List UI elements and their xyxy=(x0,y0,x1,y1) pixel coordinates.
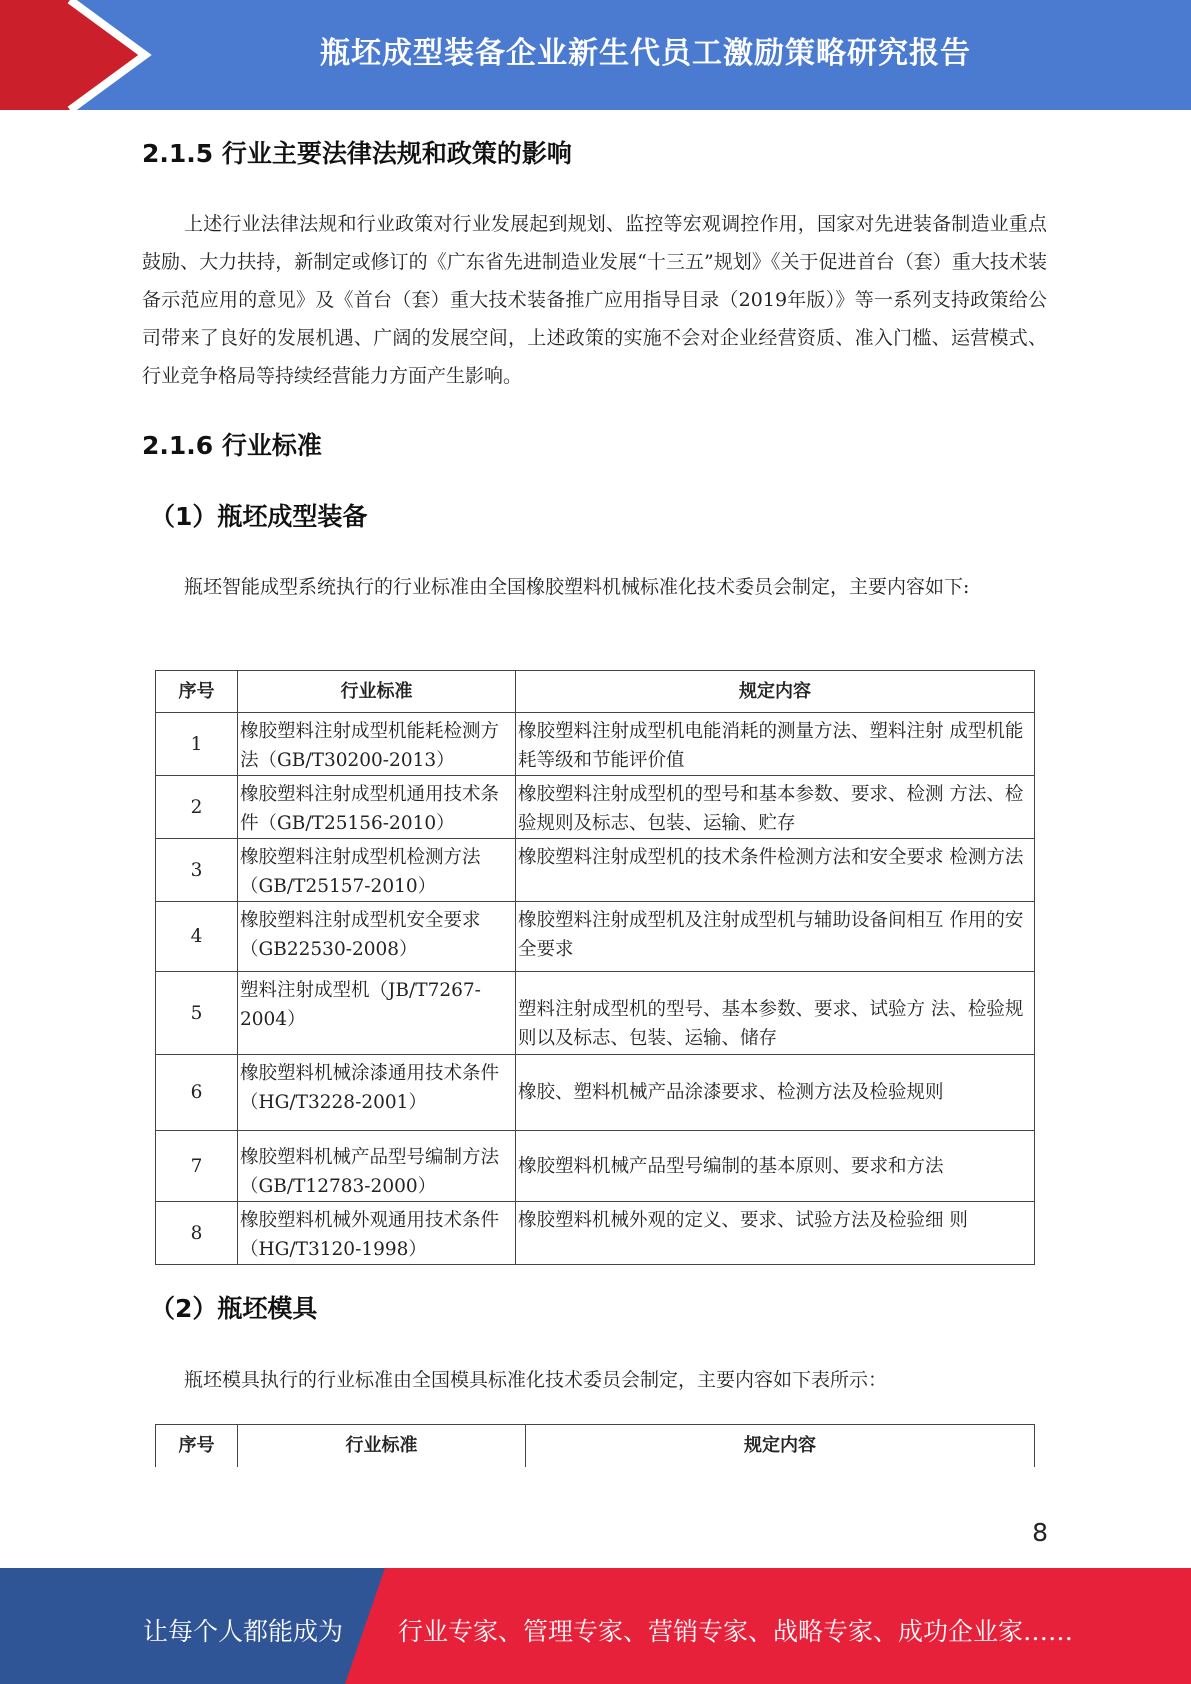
column-header-content: 规定内容 xyxy=(516,671,1035,713)
subsection-heading-preform-equipment: （1）瓶坯成型装备 xyxy=(150,502,368,531)
row-content: 塑料注射成型机的型号、基本参数、要求、试验方 法、检验规则以及标志、包装、运输、储存 xyxy=(516,972,1035,1055)
column-header-standard: 行业标准 xyxy=(238,1425,526,1467)
column-header-number: 序号 xyxy=(156,671,238,713)
footer-slogan-left: 让每个人都能成为 xyxy=(143,1617,344,1646)
row-content: 橡胶塑料机械外观的定义、要求、试验方法及检验细 则 xyxy=(516,1202,1035,1265)
row-content: 橡胶塑料注射成型机及注射成型机与辅助设备间相互 作用的安全要求 xyxy=(516,902,1035,972)
row-content: 橡胶塑料注射成型机电能消耗的测量方法、塑料注射 成型机能耗等级和节能评价值 xyxy=(516,713,1035,776)
page-header xyxy=(0,0,1191,110)
table-row xyxy=(156,1131,1035,1202)
page-footer xyxy=(0,1568,1191,1684)
footer-slogan-right: 行业专家、管理专家、营销专家、战略专家、成功企业家…… xyxy=(398,1617,1074,1646)
standards-table-mold xyxy=(155,1424,1035,1467)
row-number: 3 xyxy=(156,839,238,902)
column-header-content: 规定内容 xyxy=(526,1425,1035,1467)
subsection-1-paragraph: 瓶坯智能成型系统执行的行业标准由全国橡胶塑料机械标准化技术委员会制定，主要内容如下: xyxy=(184,576,970,598)
table-row xyxy=(156,1202,1035,1265)
table-row xyxy=(156,902,1035,972)
row-number: 4 xyxy=(156,902,238,972)
row-content: 橡胶塑料注射成型机的技术条件检测方法和安全要求 检测方法 xyxy=(516,839,1035,902)
row-number: 1 xyxy=(156,713,238,776)
row-standard: 橡胶塑料注射成型机通用技术条件（GB/T25156-2010） xyxy=(238,776,516,839)
row-standard: 橡胶塑料注射成型机能耗检测方法（GB/T30200-2013） xyxy=(238,713,516,776)
table-row xyxy=(156,1055,1035,1131)
column-header-number: 序号 xyxy=(156,1425,238,1467)
row-number: 5 xyxy=(156,972,238,1055)
subsection-2-paragraph: 瓶坯模具执行的行业标准由全国模具标准化技术委员会制定，主要内容如下表所示： xyxy=(184,1369,888,1391)
row-standard: 橡胶塑料注射成型机安全要求（GB22530-2008） xyxy=(238,902,516,972)
row-standard: 橡胶塑料机械涂漆通用技术条件（HG/T3228-2001） xyxy=(238,1055,516,1131)
table-row xyxy=(156,713,1035,776)
row-content: 橡胶塑料注射成型机的型号和基本参数、要求、检测 方法、检验规则及标志、包装、运输、贮存 xyxy=(516,776,1035,839)
row-number: 7 xyxy=(156,1131,238,1202)
table-row xyxy=(156,972,1035,1055)
subsection-heading-preform-mold: （2）瓶坯模具 xyxy=(150,1294,318,1323)
row-number: 2 xyxy=(156,776,238,839)
section-heading-2-1-5: 2.1.5 行业主要法律法规和政策的影响 xyxy=(142,139,572,168)
row-standard: 塑料注射成型机（JB/T7267-2004） xyxy=(238,972,516,1055)
section-heading-2-1-6: 2.1.6 行业标准 xyxy=(142,431,322,460)
column-header-standard: 行业标准 xyxy=(238,671,516,713)
table-header-row xyxy=(156,671,1035,713)
table-header-row xyxy=(156,1425,1035,1467)
table-row xyxy=(156,776,1035,839)
standards-table-equipment xyxy=(155,670,1035,1265)
row-number: 8 xyxy=(156,1202,238,1265)
row-standard: 橡胶塑料注射成型机检测方法（GB/T25157-2010） xyxy=(238,839,516,902)
section-2-1-5-paragraph: 上述行业法律法规和行业政策对行业发展起到规划、监控等宏观调控作用，国家对先进装备制造业重点鼓励、大力扶持，新制定或修订的《广东省先进制造业发展“十三五”规划》《关于促进首台（套）重大技术装备示范应用的意见》及《首台（套）重大技术装备推广应用指导目录（2019年版）》等一系列支持政策给公司带来了良好的发展机遇、广阔的发展空间，上述政策的实施不会对企业经营资质、准入门槛、运营模式、行业竞争格局等持续经营能力方面产生影响。 xyxy=(142,213,1047,387)
row-standard: 橡胶塑料机械产品型号编制方法（GB/T12783-2000） xyxy=(238,1131,516,1202)
table-row xyxy=(156,839,1035,902)
page-number: 8 xyxy=(1032,1518,1048,1547)
row-content: 橡胶、塑料机械产品涂漆要求、检测方法及检验规则 xyxy=(516,1055,1035,1131)
row-number: 6 xyxy=(156,1055,238,1131)
report-title: 瓶坯成型装备企业新生代员工激励策略研究报告 xyxy=(320,36,971,71)
row-content: 橡胶塑料机械产品型号编制的基本原则、要求和方法 xyxy=(516,1131,1035,1202)
row-standard: 橡胶塑料机械外观通用技术条件（HG/T3120-1998） xyxy=(238,1202,516,1265)
